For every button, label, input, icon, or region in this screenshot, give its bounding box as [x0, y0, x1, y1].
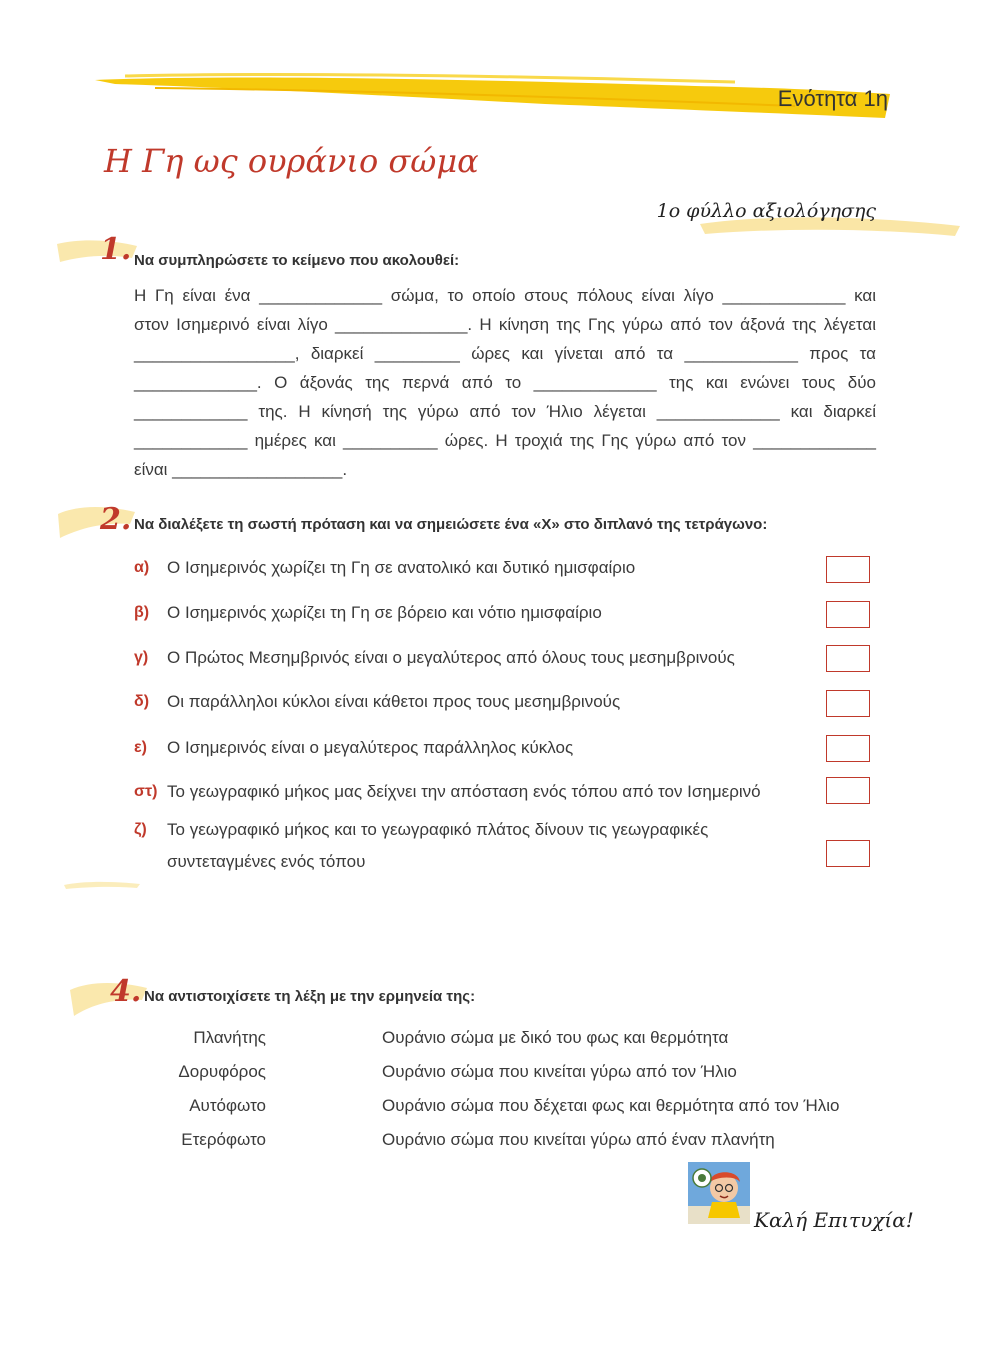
option-letter: β): [134, 604, 150, 621]
page-title: Η Γη ως ουράνιο σώμα: [104, 142, 479, 180]
question-2-number: 2.: [100, 502, 132, 537]
q1-text-line: ____________ της. Η κίνησή της γύρω από τον Ήλιο λέγεται _____________ και διαρκεί: [134, 402, 876, 421]
option-text-continued: συντεταγμένες ενός τόπου: [167, 852, 366, 871]
match-definition[interactable]: Ουράνιο σώμα που δέχεται φως και θερμότητα από τον Ήλιο: [382, 1096, 840, 1115]
question-1-prompt: Να συμπληρώσετε το κείμενο που ακολουθεί:: [134, 252, 460, 269]
q1-text-line: ____________ ημέρες και __________ ώρες. Η τροχιά της Γης γύρω από τον _____________: [134, 431, 876, 450]
question-1-number: 1.: [100, 232, 132, 267]
question-2-prompt: Να διαλέξετε τη σωστή πρόταση και να σημειώσετε ένα «Χ» στο διπλανό της τετράγωνο:: [134, 516, 768, 533]
match-definition[interactable]: Ουράνιο σώμα με δικό του φως και θερμότητα: [382, 1028, 729, 1047]
option-text: Ο Πρώτος Μεσημβρινός είναι ο μεγαλύτερος από όλους τους μεσημβρινούς: [167, 648, 735, 667]
option-e-checkbox[interactable]: [826, 735, 870, 762]
option-z-checkbox[interactable]: [826, 840, 870, 867]
option-text: Ο Ισημερινός είναι ο μεγαλύτερος παράλληλος κύκλος: [167, 738, 574, 757]
q1-text-line: Η Γη είναι ένα _____________ σώμα, το οποίο στους πόλους είναι λίγο _____________ και: [134, 286, 876, 305]
question-4-prompt: Να αντιστοιχίσετε τη λέξη με την ερμηνεία της:: [144, 988, 476, 1005]
closing-text: Καλή Επιτυχία!: [754, 1208, 914, 1232]
match-term[interactable]: Πλανήτης: [193, 1028, 266, 1047]
header-brush-stroke: [95, 66, 895, 126]
match-term[interactable]: Δορυφόρος: [178, 1062, 266, 1081]
sheet-label: 1ο φύλλο αξιολόγησης: [656, 200, 876, 222]
q1-text-line: _____________. Ο άξονάς της περνά από το _____________ της και ενώνει τους δύο: [134, 373, 876, 392]
q2-end-swash: [62, 876, 142, 892]
q1-text-line: _________________, διαρκεί _________ ώρες και γίνεται από τα ____________ προς τα: [134, 344, 876, 363]
option-letter: ζ): [134, 821, 147, 838]
option-letter: δ): [134, 693, 150, 710]
q1-text-line: στον Ισημερινό είναι λίγο ______________. Η κίνηση της Γης γύρω από τον άξονά της λέγεται: [134, 315, 876, 334]
option-d-checkbox[interactable]: [826, 690, 870, 717]
child-mascot-icon: [688, 1162, 750, 1224]
option-c-checkbox[interactable]: [826, 645, 870, 672]
option-text: Το γεωγραφικό μήκος μας δείχνει την απόσταση ενός τόπου από τον Ισημερινό: [167, 782, 761, 801]
option-b-checkbox[interactable]: [826, 601, 870, 628]
match-term[interactable]: Αυτόφωτο: [189, 1096, 266, 1115]
q1-text-line: είναι __________________.: [134, 460, 348, 479]
question-4-number: 4.: [110, 974, 142, 1009]
match-term[interactable]: Ετερόφωτο: [181, 1130, 266, 1149]
unit-label: Ενότητα 1η: [777, 86, 888, 111]
option-letter: στ): [134, 783, 158, 800]
option-text: Το γεωγραφικό μήκος και το γεωγραφικό πλάτος δίνουν τις γεωγραφικές: [167, 820, 709, 839]
option-letter: γ): [134, 649, 149, 666]
option-text: Οι παράλληλοι κύκλοι είναι κάθετοι προς τους μεσημβρινούς: [167, 692, 621, 711]
option-letter: ε): [134, 739, 147, 756]
match-definition[interactable]: Ουράνιο σώμα που κινείται γύρω από έναν πλανήτη: [382, 1130, 775, 1149]
option-letter: α): [134, 559, 150, 576]
option-a-checkbox[interactable]: [826, 556, 870, 583]
match-definition[interactable]: Ουράνιο σώμα που κινείται γύρω από τον Ήλιο: [382, 1062, 737, 1081]
option-st-checkbox[interactable]: [826, 777, 870, 804]
option-text: Ο Ισημερινός χωρίζει τη Γη σε βόρειο και νότιο ημισφαίριο: [167, 603, 602, 622]
option-text: Ο Ισημερινός χωρίζει τη Γη σε ανατολικό και δυτικό ημισφαίριο: [167, 558, 636, 577]
